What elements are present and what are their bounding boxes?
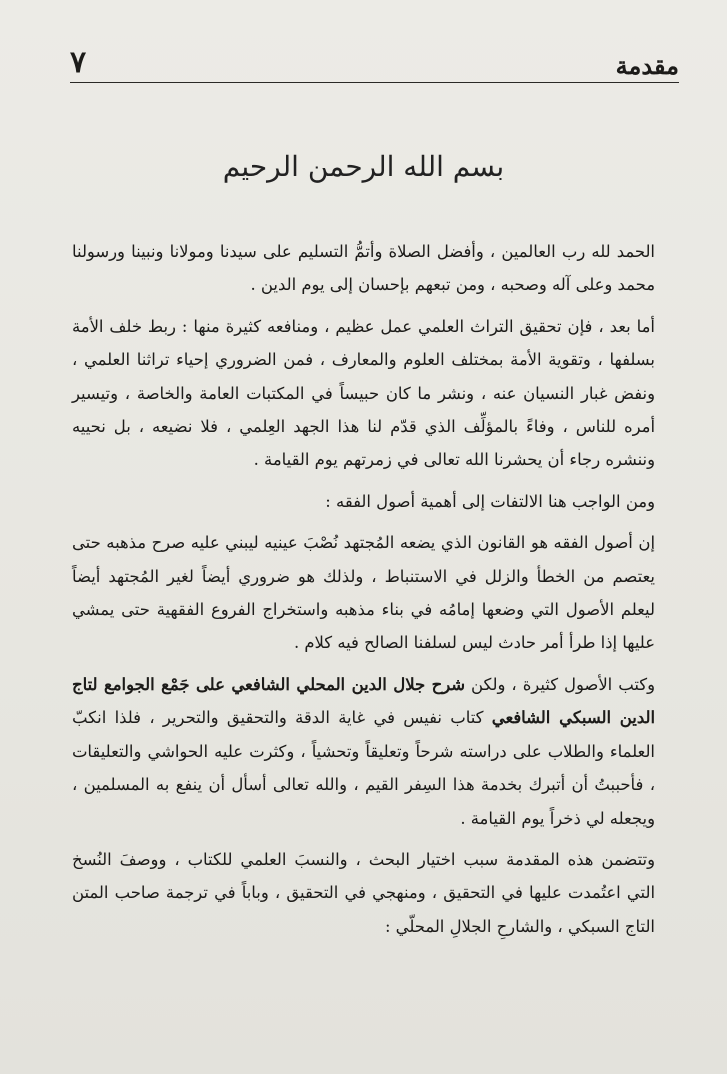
page-number: ٧ bbox=[70, 45, 87, 80]
basmala-calligraphy: بسم الله الرحمن الرحيم bbox=[222, 150, 505, 183]
paragraph-book-choice-start: وكتب الأصول كثيرة ، ولكن bbox=[464, 674, 655, 694]
header-rule bbox=[70, 82, 679, 83]
paragraph-usul-importance: إن أصول الفقه هو القانون الذي يضعه المُجتهد نُصْبَ عينيه ليبني عليه صرح مذهبه حتى يعتصم من الخطأ والزلل في الاستنباط ، ولذلك هو ضروري أيضاً لغير المُجتهد أيضاً ليعلم الأصول التي وضعها إمامُه في بناء مذهبه واستخراج الفروع الفقهية حتى يمشي عليها إذا طرأ أمر حادث ليس لسلفنا الصالح فيه كلام . bbox=[72, 533, 655, 653]
paragraph-opening-praise: الحمد لله رب العالمين ، وأفضل الصلاة وأتمُّ التسليم على سيدنا ومولانا ونبينا ورسولنا محمد وعلى آله وصحبه ، ومن تبعهم بإحسان إلى يوم الدين . bbox=[72, 242, 655, 295]
paragraph-heritage: أما بعد ، فإن تحقيق التراث العلمي عمل عظيم ، ومنافعه كثيرة منها : ربط خلف الأمة بسلفها ، وتقوية الأمة بمختلف العلوم والمعارف ، فمن الضروري إحياء تراثنا العلمي ، ونفض غبار النسيان عنه ، ونشر ما كان حبيساً في المكتبات العامة والخاصة ، وتيسير أمره للناس ، وفاءً بالمؤلِّف الذي قدّم لنا هذا الجهد العِلمي ، فلا نضيعه ، بل نحييه وننشره رجاء أن يحشرنا الله تعالى في زمرتهم يوم القيامة . bbox=[72, 316, 655, 470]
book-title-bold: شرح جلال الدين المحلي الشافعي على جَمْع الجوامع لتاج الدين السبكي الشافعي bbox=[72, 674, 656, 728]
header-title: مقدمة bbox=[615, 51, 679, 80]
paragraph-book-choice bbox=[72, 668, 655, 835]
running-header bbox=[70, 42, 679, 78]
paragraph-contents: وتتضمن هذه المقدمة سبب اختيار البحث ، والنسبَ العلمي للكتاب ، ووصفَ النُسخ التي اعتُمدت عليها في التحقيق ، ومنهجي في التحقيق ، وباباً في ترجمة صاحب المتن التاج السبكي ، والشارحِ الجلالِ المحلّي : bbox=[72, 849, 655, 936]
paragraph-book-choice-end: كتاب نفيس في غاية الدقة والتحقيق والتحرير ، فلذا انكبّ العلماء والطلاب على دراسته شرحاً وتعليقاً وتحشياً ، وكثرت عليه الحواشي والتعليقات ، فأحببتُ أن أتبرك بخدمة هذا السِفر القيم ، والله تعالى أسأل أن ينفع به المسلمين ، ويجعله لي ذخراً يوم القيامة . bbox=[72, 708, 655, 828]
body-text bbox=[72, 235, 655, 951]
paragraph-usul-intro: ومن الواجب هنا الالتفات إلى أهمية أصول الفقه : bbox=[325, 491, 655, 511]
